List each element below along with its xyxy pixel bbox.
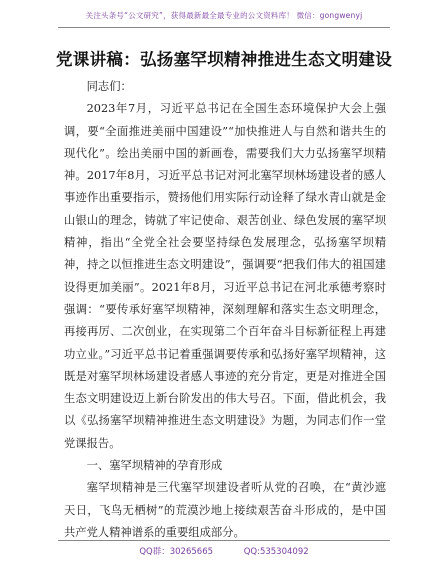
document-title: 党课讲稿：弘扬塞罕坝精神推进生态文明建设 bbox=[56, 50, 392, 69]
paragraph-intro: 2023年7月，习近平总书记在全国生态环境保护大会上强调，要“全面推进美丽中国建设”“加快推进人与自然和谐共生的现代化”。绘出美丽中国的新画卷，需要我们大力弘扬塞罕坝精神。2017年8月，习近平总书记对河北塞罕坝林场建设者的感人事迹作出重要指示，赞扬他们用实际行动诠释了绿水青山就是金山银山的理念，铸就了牢记使命、艰苦创业、绿色发展的塞罕坝精神，指出“全党全社会要坚持绿色发展理念，弘扬塞罕坝精神，持之以恒推进生态文明建设”，强调要“把我们伟大的祖国建设得更加美丽”。2021年8月，习近平总书记在河北承德考察时强调：“要传承好塞罕坝精神，深刻理解和落实生态文明理念，再接再厉、二次创业，在实现第二个百年奋斗目标新征程上再建功立业。”习近平总书记着重强调要传承和弘扬好塞罕坝精神，这既是对塞罕坝林场建设者感人事迹的充分肯定，更是对推进全国生态文明建设迈上新台阶发出的伟大号召。下面，借此机会，我以《弘扬塞罕坝精神推进生态文明建设》为题，为同志们作一堂党课报告。 bbox=[64, 102, 386, 450]
footer bbox=[0, 545, 448, 557]
paragraph-section-1: 塞罕坝精神是三代塞罕坝建设者听从党的召唤，在“黄沙遮天日，飞鸟无栖树”的荒漠沙地上接续艰苦奋斗形成的，是中国共产党人精神谱系的重要组成部分。 bbox=[64, 481, 386, 539]
header-divider bbox=[58, 27, 390, 28]
salutation: 同志们： bbox=[86, 80, 132, 93]
footer-qq-group: QQ群：30265665 bbox=[139, 547, 214, 557]
header-banner: 关注头条号“公文研究”，获得最新最全最专业的公文资料库！ 微信：gongwenyj bbox=[85, 11, 363, 20]
footer-qq: QQ:535304092 bbox=[243, 547, 309, 557]
footer-divider bbox=[58, 540, 390, 541]
section-heading: 一、塞罕坝精神的孕育形成 bbox=[86, 459, 223, 473]
document-body bbox=[64, 76, 386, 544]
